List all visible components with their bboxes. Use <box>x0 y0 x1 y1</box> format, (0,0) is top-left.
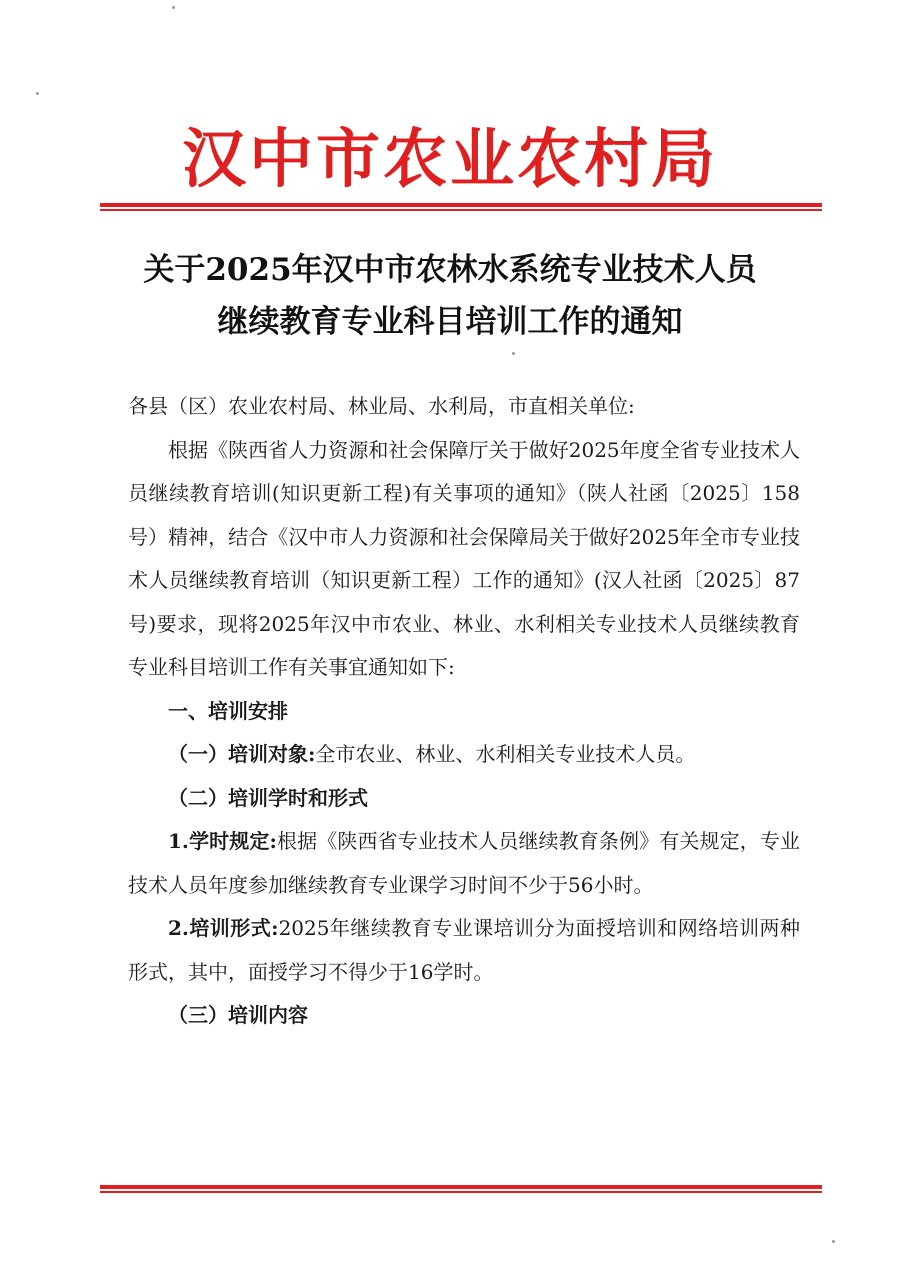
title-line-2: 继续教育专业科目培训工作的通知 <box>217 304 683 340</box>
footer-red-rule <box>100 1185 822 1193</box>
item-training-target <box>128 733 800 777</box>
point-label: 2.培训形式: <box>168 916 279 940</box>
point-hours <box>128 820 800 907</box>
item-hours-and-format: （二）培训学时和形式 <box>168 785 368 810</box>
section-heading-1: 一、培训安排 <box>168 698 288 723</box>
document-body <box>128 385 800 1038</box>
scan-speck <box>172 6 175 9</box>
header-red-rule <box>100 203 822 211</box>
document-title <box>0 244 900 348</box>
item-text: 全市农业、林业、水利相关专业技术人员。 <box>315 742 696 766</box>
item-label: （一）培训对象: <box>168 742 316 766</box>
title-line-1: 关于2025年汉中市农林水系统专业技术人员 <box>143 252 757 288</box>
point-format <box>128 907 800 994</box>
scan-speck <box>36 92 39 95</box>
item-training-content: （三）培训内容 <box>168 1003 308 1027</box>
scan-speck <box>512 352 515 355</box>
scan-speck <box>832 1240 835 1243</box>
salutation: 各县（区）农业农村局、林业局、水利局，市直相关单位: <box>128 394 635 418</box>
intro-paragraph: 根据《陕西省人力资源和社会保障厅关于做好2025年度全省专业技术人员继续教育培训(知识更新工程)有关事项的通知》（陕人社函〔2025〕158号）精神，结合《汉中市人力资源和社会保障局关于做好2025年全市专业技术人员继续教育培训（知识更新工程）工作的通知》(汉人社函〔2025〕87号)要求，现将2025年汉中市农业、林业、水利相关专业技术人员继续教育专业科目培训工作有关事宜通知如下: <box>128 437 800 679</box>
issuer-header: 汉中市农业农村局 <box>182 122 718 197</box>
point-text: 根据《陕西省专业技术人员继续教育条例》有关规定，专业技术人员年度参加继续教育专业课学习时间不少于56小时。 <box>128 829 801 897</box>
point-text: 2025年继续教育专业课培训分为面授培训和网络培训两种形式，其中，面授学习不得少于16学时。 <box>128 916 800 984</box>
point-label: 1.学时规定: <box>168 829 277 853</box>
